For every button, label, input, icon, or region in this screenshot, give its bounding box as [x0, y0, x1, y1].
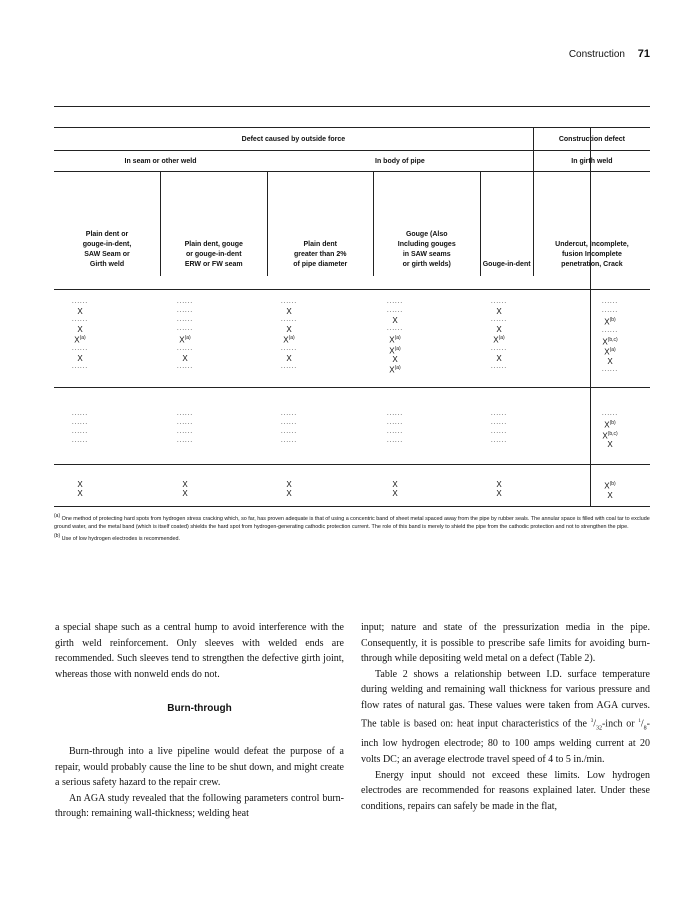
paragraph: An AGA study revealed that the following parameters control burn-through: remaining wall-thickness; welding heat	[55, 792, 344, 820]
column-header-5: Gouge-in-dent	[480, 172, 533, 277]
table-cell: ......	[176, 317, 193, 323]
paragraph: Table 2 shows a relationship between I.D. surface temperature during welding and remaining wall thickness for various pressure and flow rates of natural gas. These values were taken from AGA curves. The table is based on: heat input characteristics of the $^3/_{32}$-inch or $^1/_8$-inch low hydrogen electrode; 80 to 100 amps welding current at 20 volts DC; an average electrode travel speed of 4 to 5 in./min.	[361, 668, 650, 766]
table-cell: ......	[280, 363, 297, 370]
table-cell: ......	[490, 411, 507, 417]
table-cell: ......	[280, 429, 297, 435]
paragraph: Energy input should not exceed these limits. Low hydrogen electrodes are recommended for reasons explained later. Under these conditions, repairs can safely be made in the flat,	[361, 769, 650, 812]
table-cell: ......	[490, 299, 507, 305]
table-block-rule-2	[54, 464, 650, 465]
table-cell: X	[286, 489, 292, 498]
table-cell: X	[77, 325, 83, 334]
table-cell: ......	[601, 366, 618, 373]
table-cell-stack	[55, 298, 105, 372]
table-cell: ......	[386, 308, 403, 314]
header-rule	[54, 106, 650, 107]
table-cell: ......	[71, 429, 88, 435]
table-cell-stack	[55, 480, 105, 498]
table-cell: X	[286, 307, 292, 316]
table-cell: ......	[71, 299, 88, 305]
table-cell: $X^{(a)}$	[604, 347, 616, 357]
table-cell: ......	[176, 438, 193, 444]
table-cell: $X^{(a)}$	[74, 335, 86, 345]
table-cell: ......	[490, 420, 507, 426]
body-column-left	[55, 620, 344, 822]
column-header-6: Undercut, Incomplete, fusion Incomplete penetration, Crack	[533, 172, 650, 277]
table-cell: ......	[280, 420, 297, 426]
table-cell: X	[286, 325, 292, 334]
table-cell: ......	[386, 411, 403, 417]
table-cell-stack	[160, 298, 210, 372]
table-cell: ......	[490, 363, 507, 370]
table-cell: ......	[601, 308, 618, 314]
table-cell: $X^{(a)}$	[389, 345, 401, 356]
table-cell: $X^{(a)}$	[493, 335, 505, 345]
table-cell: ......	[490, 317, 507, 323]
table-cell: ......	[280, 411, 297, 417]
table-cell: ......	[490, 429, 507, 435]
footnote-a: $^{(a)}$ One method of protecting hard spots from hydrogen stress cracking which, so far, has proven adequate is that of using a concentric band of sheet metal spaced away from the pipe by rubber seals. The annular space is filled with coal tar to exclude ground water, and the metal band (which is itself coated) shields the hard spot from hydrogen-generating cathodic protection current. The role of this band is merely to shield the pipe from the cathodic protection and not to strengthen the pipe.	[54, 513, 650, 530]
table-cell: $X^{(b)}$	[604, 420, 616, 430]
section-heading: Burn-through	[167, 703, 232, 715]
table-cell-stack	[474, 298, 524, 372]
footnote-b: $^{(b)}$ Use of low hydrogen electrodes is recommended.	[54, 532, 180, 542]
table-cell: ......	[71, 420, 88, 426]
table-cell: ......	[386, 429, 403, 435]
table-cell-stack	[370, 480, 420, 498]
table-cell: $X^{(a)}$	[179, 335, 191, 345]
table-cell: $X^{(a)}$	[283, 335, 295, 345]
table-cell: X	[496, 325, 502, 334]
table-cell: ......	[601, 299, 618, 305]
table-cell: X	[392, 355, 398, 365]
table-cell: ......	[490, 438, 507, 444]
subheader-seam: In seam or other weld	[54, 151, 267, 172]
table-cell: ......	[176, 308, 193, 314]
table-cell: $X^{(b)}$	[604, 481, 616, 491]
table-block-2	[54, 410, 650, 460]
paragraph: a special shape such as a central hump to avoid interference with the girth weld reinforcement. Only sleeves with welded ends are recommended. Such sleeves tend to strengthen the defective girth joint, whereas those with nonweld ends do not.	[55, 622, 344, 680]
table-cell: $X^{(a)}$	[389, 335, 401, 345]
column-header-2: Plain dent, gouge or gouge-in-dent ERW or FW seam	[161, 172, 268, 277]
table-cell: X	[286, 353, 292, 363]
table-header-bottom-rule	[54, 289, 650, 290]
table-cell: X	[496, 353, 502, 363]
table-cell: X	[607, 440, 613, 450]
table-cell: ......	[176, 345, 193, 352]
table-cell: ......	[176, 363, 193, 370]
table-cell: ......	[601, 327, 618, 334]
table-cell: ......	[176, 326, 193, 332]
table-cell: ......	[176, 299, 193, 305]
table-cell: ......	[71, 345, 88, 352]
table-cell-stack	[160, 480, 210, 498]
table-cell: ......	[280, 345, 297, 352]
subheader-body: In body of pipe	[267, 151, 533, 172]
table-cell: X	[607, 356, 613, 366]
table-cell: X	[182, 353, 188, 363]
table-cell: ......	[71, 438, 88, 444]
subheader-girth: In girth weld	[533, 151, 650, 172]
table-cell: ......	[280, 317, 297, 323]
table-cell-stack	[55, 410, 105, 446]
table-cell: X$^{(b,c)}$	[602, 430, 618, 441]
table-block-1	[54, 298, 650, 384]
table-cell: X	[77, 353, 83, 363]
running-head: Construction	[568, 49, 625, 60]
column-header-1: Plain dent or gouge-in-dent, SAW Seam or Girth weld	[54, 172, 161, 277]
table-cell: ......	[176, 411, 193, 417]
table-cell: X	[182, 480, 188, 489]
table-cell: X	[77, 480, 83, 489]
column-header-3: Plain dent greater than 2% of pipe diameter	[267, 172, 374, 277]
table-cell: $X^{(a)}$	[389, 365, 401, 375]
table-bottom-rule	[54, 506, 650, 507]
table-cell-stack	[585, 298, 635, 375]
table-footnotes	[54, 512, 650, 544]
table-cell: X	[496, 307, 502, 316]
table-block-rule-1	[54, 387, 650, 388]
group-header-outside-force: Defect caused by outside force	[241, 135, 346, 143]
table-cell: X	[182, 489, 188, 498]
table-cell: ......	[71, 363, 88, 370]
table-cell: X	[77, 489, 83, 498]
table-cell: X	[392, 316, 398, 325]
table-cell-stack	[264, 480, 314, 498]
table-cell: ......	[280, 438, 297, 444]
table-cell: X	[286, 480, 292, 489]
page-number: 71	[637, 48, 650, 60]
table-cell: ......	[386, 299, 403, 305]
table-cell: X	[77, 307, 83, 316]
table-cell-stack	[474, 480, 524, 498]
table-cell: ......	[176, 420, 193, 426]
table-block-3	[54, 480, 650, 504]
table-cell: ......	[490, 345, 507, 352]
table-cell: X	[496, 489, 502, 498]
table-cell: X	[496, 480, 502, 489]
column-header-4: Gouge (Also Including gouges in SAW seams or girth welds)	[374, 172, 481, 277]
table-cell: ......	[280, 299, 297, 305]
table-cell: X$^{(b,c)}$	[602, 336, 618, 347]
body-column-right	[361, 620, 650, 814]
page-header	[0, 48, 650, 60]
table-cell-stack	[474, 410, 524, 446]
table-cell-stack	[585, 480, 635, 500]
defect-table	[54, 128, 650, 276]
table-cell-stack	[264, 298, 314, 372]
table-cell-stack	[264, 410, 314, 446]
table-cell-stack	[370, 410, 420, 446]
table-cell: ......	[386, 438, 403, 444]
table-cell: ......	[71, 411, 88, 417]
table-cell: ......	[386, 326, 403, 332]
table-cell: ......	[71, 317, 88, 323]
table-cell: X	[607, 490, 613, 500]
table-cell-stack	[370, 298, 420, 375]
table-cell-stack	[160, 410, 210, 446]
table-cell: ......	[176, 429, 193, 435]
table-cell: ......	[601, 411, 618, 417]
table-cell: X	[392, 480, 398, 489]
table-cell-stack	[585, 410, 635, 449]
table-cell: ......	[386, 420, 403, 426]
paragraph: Burn-through into a live pipeline would defeat the purpose of a repair, would probably cause the line to be shut down, and might create a serious safety hazard to the repair crew.	[55, 745, 344, 789]
paragraph: input; nature and state of the pressurization media in the pipe. Consequently, it is possible to prescribe safe limits for avoiding burn-through while depositing weld metal on a defect (Table 2).	[361, 622, 650, 665]
table-cell: X	[392, 489, 398, 498]
table-cell: $X^{(b)}$	[604, 317, 616, 327]
group-header-construction: Construction defect	[533, 128, 650, 151]
